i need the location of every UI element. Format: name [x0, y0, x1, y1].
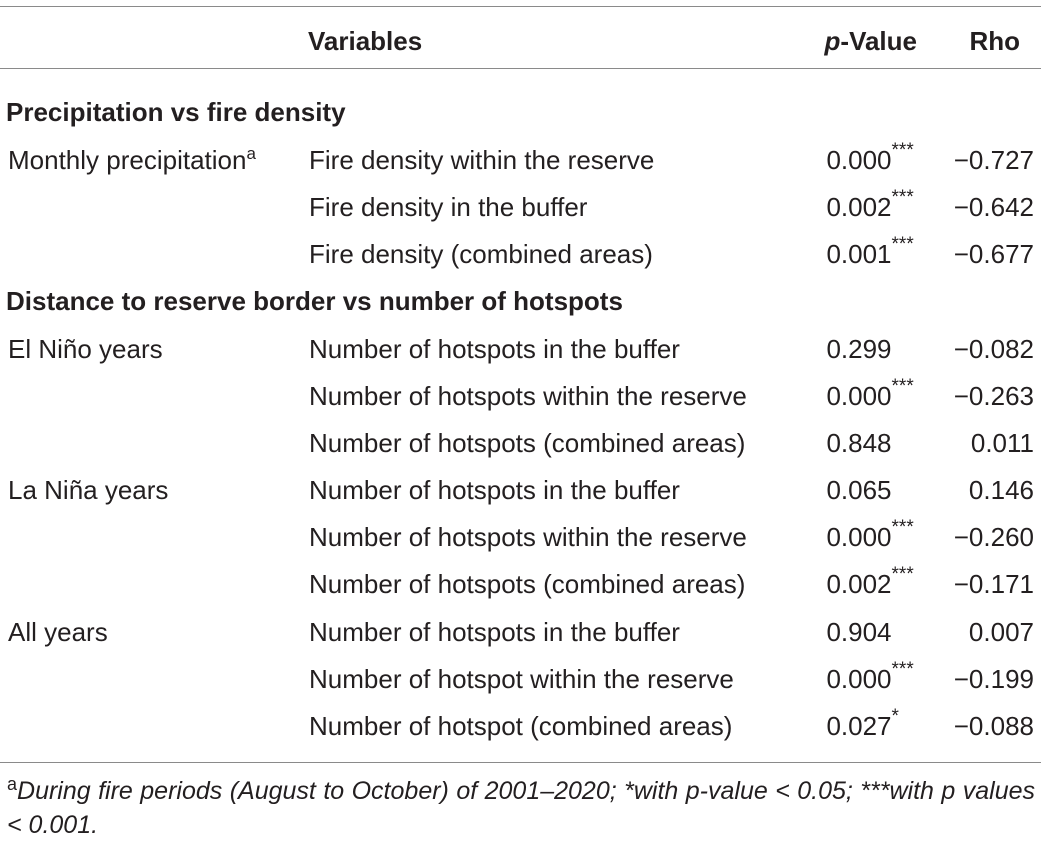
header-rho: Rho: [969, 26, 1020, 56]
row-p-value: 0.848: [826, 428, 892, 458]
header-rule: [0, 68, 1041, 69]
row-variable: Number of hotspot within the reserve: [309, 664, 734, 694]
row-predictor: Monthly precipitation$^a$: [8, 144, 256, 175]
table-row: [0, 373, 1041, 420]
table-row: [0, 609, 1041, 656]
row-rho: −0.642: [953, 192, 1034, 222]
table-footnote: [7, 774, 1035, 842]
row-rho: −0.677: [953, 239, 1034, 269]
table-row: [0, 184, 1041, 231]
header-p-value: [812, 24, 917, 58]
row-p-value: 0.299: [826, 334, 892, 364]
table-row: [0, 326, 1041, 373]
row-variable: Fire density in the buffer: [309, 192, 588, 222]
row-variable: Number of hotspots (combined areas): [309, 569, 746, 599]
row-rho: 0.146: [968, 475, 1034, 505]
row-rho: −0.082: [953, 334, 1034, 364]
row-variable: Number of hotspots within the reserve: [309, 381, 747, 411]
row-rho: −0.199: [953, 664, 1034, 694]
row-rho: 0.011: [970, 428, 1034, 458]
row-variable: Number of hotspots in the buffer: [309, 475, 680, 505]
row-p-value: 0.904: [826, 617, 892, 647]
footnote-text: During fire periods (August to October) of 2001–2020; *with p-value < 0.05; ***with p values < 0.001.: [7, 777, 1035, 839]
row-variable: Fire density within the reserve: [309, 145, 655, 175]
header-p-italic: p: [824, 26, 841, 56]
row-variable: Number of hotspot (combined areas): [309, 711, 733, 741]
row-p-value: 0.002 ***: [826, 187, 914, 222]
row-p-value: 0.000 ***: [826, 517, 914, 552]
row-rho: −0.260: [953, 522, 1034, 552]
section-title: Distance to reserve border vs number of hotspots: [6, 286, 623, 316]
row-variable: Fire density (combined areas): [309, 239, 653, 269]
table-row: [0, 137, 1041, 184]
row-rho: −0.088: [953, 711, 1034, 741]
table-row: [0, 703, 1041, 750]
row-p-value: 0.000 ***: [826, 376, 914, 411]
table-row: [0, 467, 1041, 514]
row-variable: Number of hotspots in the buffer: [309, 617, 680, 647]
section-title: Precipitation vs fire density: [6, 97, 346, 127]
table-row: [0, 420, 1041, 467]
row-predictor: All years: [8, 617, 108, 647]
row-p-value: 0.001 ***: [826, 234, 914, 269]
header-variables: Variables: [308, 26, 423, 56]
table-row: [0, 656, 1041, 703]
row-p-value: 0.027 *: [826, 706, 899, 741]
bottom-rule: [0, 762, 1041, 763]
table-row: [0, 231, 1041, 278]
row-predictor: El Niño years: [8, 334, 163, 364]
footnote-marker: a: [7, 774, 18, 794]
row-rho: −0.727: [953, 145, 1034, 175]
row-variable: Number of hotspots (combined areas): [309, 428, 746, 458]
table-row: [0, 514, 1041, 561]
row-p-value: 0.000 ***: [826, 140, 914, 175]
row-rho: 0.007: [968, 617, 1034, 647]
row-p-value: 0.065: [826, 475, 892, 505]
header-p-rest: -Value: [840, 26, 917, 56]
row-p-value: 0.000 ***: [826, 659, 914, 694]
row-variable: Number of hotspots within the reserve: [309, 522, 747, 552]
table-row: [0, 561, 1041, 608]
row-rho: −0.263: [953, 381, 1034, 411]
row-p-value: 0.002 ***: [826, 564, 914, 599]
top-rule: [0, 6, 1041, 7]
row-rho: −0.171: [953, 569, 1034, 599]
row-predictor: La Niña years: [8, 475, 169, 505]
row-variable: Number of hotspots in the buffer: [309, 334, 680, 364]
